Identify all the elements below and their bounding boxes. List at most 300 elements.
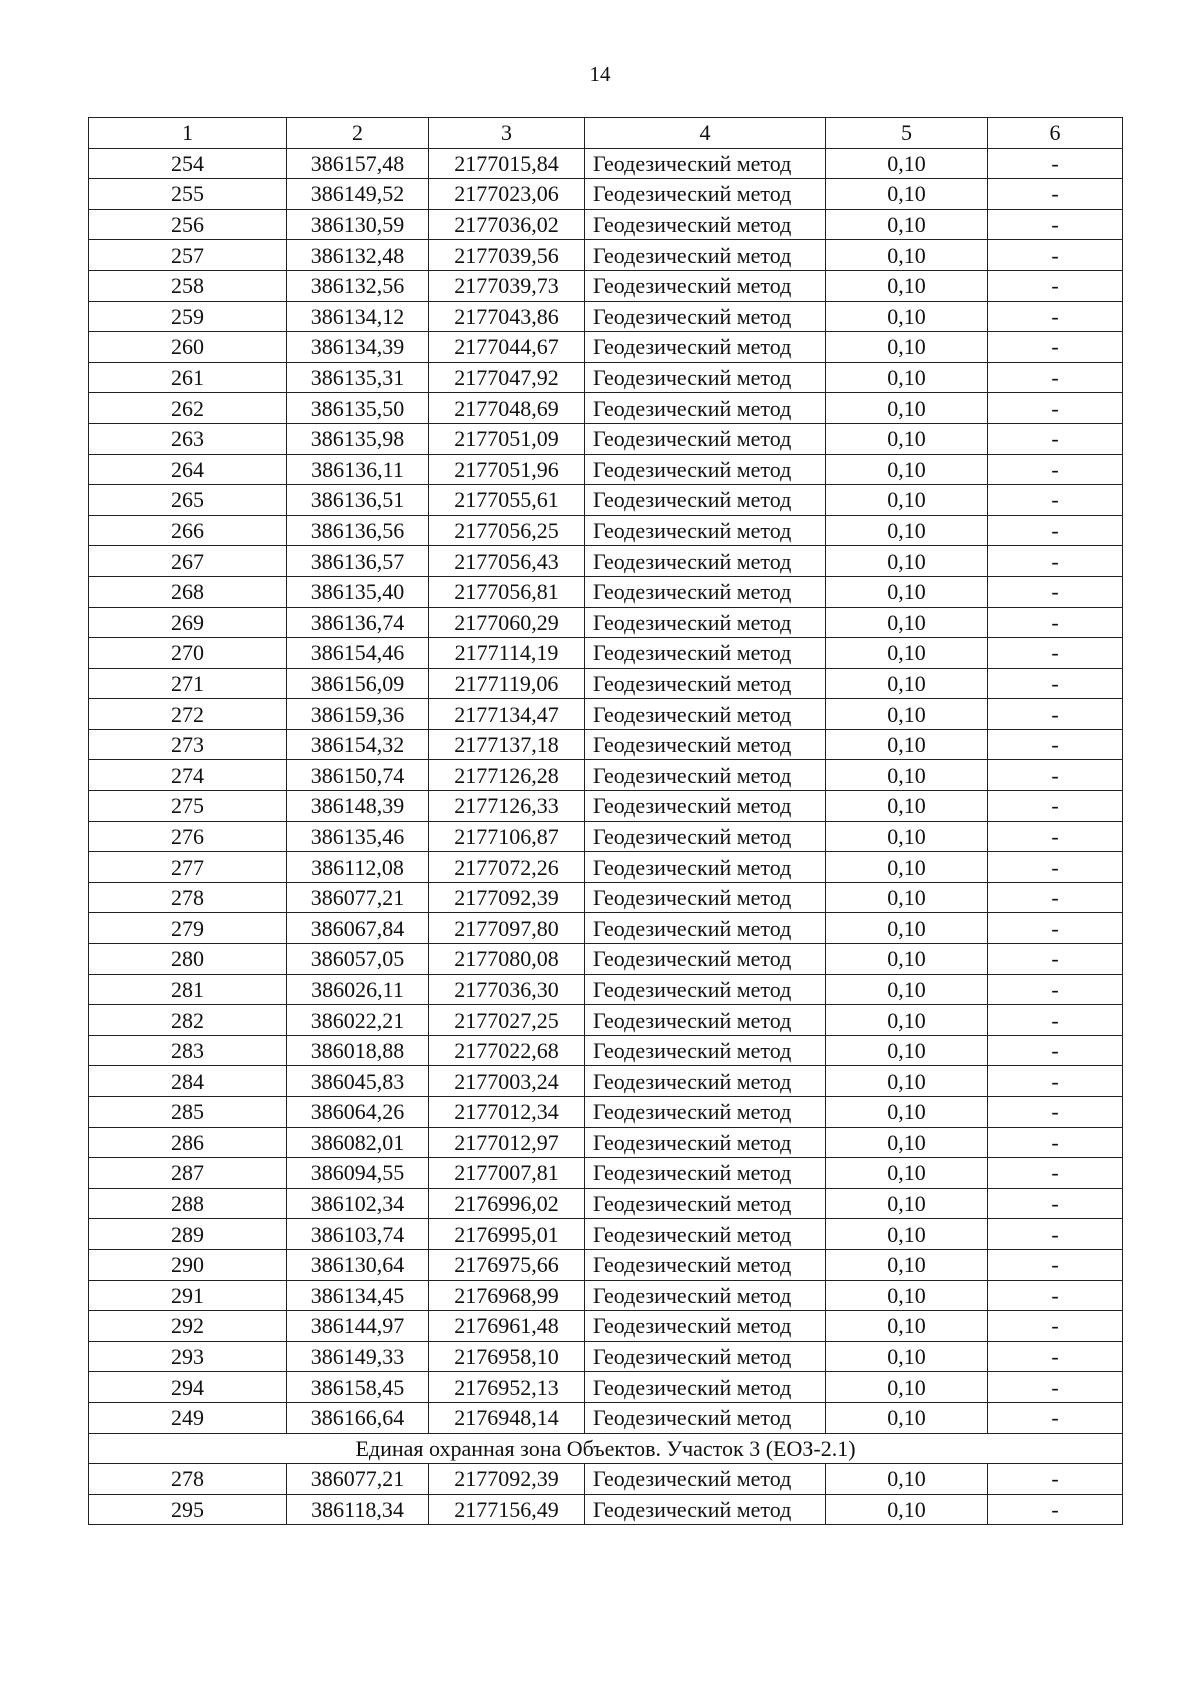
method: Геодезический метод [585,1464,826,1495]
column-header: 4 [585,118,826,149]
x-coordinate: 386130,64 [287,1249,429,1280]
y-coordinate: 2177003,24 [429,1066,585,1097]
method: Геодезический метод [585,1372,826,1403]
x-coordinate: 386158,45 [287,1372,429,1403]
point-number: 271 [89,668,287,699]
point-number: 280 [89,944,287,975]
method: Геодезический метод [585,393,826,424]
note: - [988,1158,1123,1189]
accuracy: 0,10 [826,209,988,240]
x-coordinate: 386149,52 [287,179,429,210]
point-number: 283 [89,1035,287,1066]
method: Геодезический метод [585,301,826,332]
x-coordinate: 386154,32 [287,729,429,760]
table-row [89,546,1123,577]
y-coordinate: 2177092,39 [429,882,585,913]
accuracy: 0,10 [826,699,988,730]
page-number: 14 [589,62,611,86]
point-number: 265 [89,485,287,516]
note: - [988,791,1123,822]
coordinates-table [88,117,1123,1525]
y-coordinate: 2176996,02 [429,1188,585,1219]
method: Геодезический метод [585,1341,826,1372]
method: Геодезический метод [585,913,826,944]
point-number: 257 [89,240,287,271]
y-coordinate: 2177126,28 [429,760,585,791]
table-row [89,1249,1123,1280]
table-row [89,1280,1123,1311]
x-coordinate: 386103,74 [287,1219,429,1250]
method: Геодезический метод [585,638,826,669]
accuracy: 0,10 [826,1097,988,1128]
section-title-row [89,1433,1123,1464]
method: Геодезический метод [585,607,826,638]
accuracy: 0,10 [826,454,988,485]
table-row [89,1311,1123,1342]
y-coordinate: 2177056,25 [429,515,585,546]
note: - [988,1311,1123,1342]
method: Геодезический метод [585,454,826,485]
x-coordinate: 386134,39 [287,332,429,363]
x-coordinate: 386112,08 [287,852,429,883]
y-coordinate: 2177060,29 [429,607,585,638]
x-coordinate: 386136,51 [287,485,429,516]
note: - [988,1097,1123,1128]
y-coordinate: 2177012,34 [429,1097,585,1128]
y-coordinate: 2177051,96 [429,454,585,485]
table-row [89,148,1123,179]
point-number: 260 [89,332,287,363]
accuracy: 0,10 [826,546,988,577]
note: - [988,1280,1123,1311]
accuracy: 0,10 [826,1372,988,1403]
y-coordinate: 2177051,09 [429,423,585,454]
table-row [89,1035,1123,1066]
y-coordinate: 2177007,81 [429,1158,585,1189]
accuracy: 0,10 [826,1066,988,1097]
y-coordinate: 2176958,10 [429,1341,585,1372]
method: Геодезический метод [585,1066,826,1097]
point-number: 258 [89,270,287,301]
point-number: 278 [89,882,287,913]
method: Геодезический метод [585,1219,826,1250]
accuracy: 0,10 [826,393,988,424]
x-coordinate: 386134,12 [287,301,429,332]
accuracy: 0,10 [826,485,988,516]
note: - [988,270,1123,301]
note: - [988,852,1123,883]
x-coordinate: 386064,26 [287,1097,429,1128]
y-coordinate: 2177023,06 [429,179,585,210]
y-coordinate: 2177039,56 [429,240,585,271]
note: - [988,638,1123,669]
accuracy: 0,10 [826,668,988,699]
method: Геодезический метод [585,423,826,454]
point-number: 259 [89,301,287,332]
note: - [988,485,1123,516]
table-row [89,576,1123,607]
point-number: 284 [89,1066,287,1097]
point-number: 286 [89,1127,287,1158]
note: - [988,1341,1123,1372]
note: - [988,515,1123,546]
point-number: 289 [89,1219,287,1250]
accuracy: 0,10 [826,332,988,363]
note: - [988,209,1123,240]
x-coordinate: 386045,83 [287,1066,429,1097]
y-coordinate: 2177056,43 [429,546,585,577]
table-row [89,821,1123,852]
section-title: Единая охранная зона Объектов. Участок 3 (ЕОЗ-2.1) [89,1433,1123,1464]
table-row [89,760,1123,791]
x-coordinate: 386130,59 [287,209,429,240]
table-row [89,1372,1123,1403]
x-coordinate: 386135,40 [287,576,429,607]
section-body [89,1433,1123,1525]
note: - [988,944,1123,975]
point-number: 279 [89,913,287,944]
point-number: 293 [89,1341,287,1372]
table-row [89,1188,1123,1219]
x-coordinate: 386067,84 [287,913,429,944]
table-row [89,699,1123,730]
point-number: 275 [89,791,287,822]
y-coordinate: 2177036,30 [429,974,585,1005]
y-coordinate: 2177044,67 [429,332,585,363]
y-coordinate: 2177137,18 [429,729,585,760]
method: Геодезический метод [585,699,826,730]
table-row [89,729,1123,760]
x-coordinate: 386135,31 [287,362,429,393]
method: Геодезический метод [585,1249,826,1280]
accuracy: 0,10 [826,1005,988,1036]
table-row [89,668,1123,699]
table-row [89,638,1123,669]
x-coordinate: 386136,11 [287,454,429,485]
table-row [89,852,1123,883]
note: - [988,699,1123,730]
point-number: 281 [89,974,287,1005]
accuracy: 0,10 [826,179,988,210]
y-coordinate: 2177036,02 [429,209,585,240]
accuracy: 0,10 [826,760,988,791]
y-coordinate: 2176961,48 [429,1311,585,1342]
method: Геодезический метод [585,485,826,516]
point-number: 290 [89,1249,287,1280]
table-row [89,393,1123,424]
point-number: 282 [89,1005,287,1036]
accuracy: 0,10 [826,913,988,944]
method: Геодезический метод [585,852,826,883]
y-coordinate: 2177119,06 [429,668,585,699]
note: - [988,1127,1123,1158]
note: - [988,576,1123,607]
method: Геодезический метод [585,668,826,699]
note: - [988,1464,1123,1495]
point-number: 256 [89,209,287,240]
note: - [988,454,1123,485]
table-row [89,791,1123,822]
table-row [89,515,1123,546]
table-row [89,974,1123,1005]
accuracy: 0,10 [826,607,988,638]
method: Геодезический метод [585,1097,826,1128]
method: Геодезический метод [585,515,826,546]
x-coordinate: 386150,74 [287,760,429,791]
method: Геодезический метод [585,362,826,393]
x-coordinate: 386159,36 [287,699,429,730]
y-coordinate: 2176975,66 [429,1249,585,1280]
x-coordinate: 386148,39 [287,791,429,822]
method: Геодезический метод [585,791,826,822]
point-number: 266 [89,515,287,546]
x-coordinate: 386136,74 [287,607,429,638]
method: Геодезический метод [585,179,826,210]
accuracy: 0,10 [826,240,988,271]
table-row [89,362,1123,393]
note: - [988,1005,1123,1036]
note: - [988,1035,1123,1066]
note: - [988,240,1123,271]
method: Геодезический метод [585,546,826,577]
note: - [988,1494,1123,1525]
x-coordinate: 386156,09 [287,668,429,699]
method: Геодезический метод [585,1402,826,1433]
point-number: 262 [89,393,287,424]
table-row [89,485,1123,516]
accuracy: 0,10 [826,1494,988,1525]
accuracy: 0,10 [826,1188,988,1219]
column-header: 6 [988,118,1123,149]
note: - [988,668,1123,699]
accuracy: 0,10 [826,148,988,179]
x-coordinate: 386136,57 [287,546,429,577]
table-row [89,607,1123,638]
point-number: 272 [89,699,287,730]
x-coordinate: 386135,46 [287,821,429,852]
method: Геодезический метод [585,1005,826,1036]
y-coordinate: 2177015,84 [429,148,585,179]
point-number: 273 [89,729,287,760]
accuracy: 0,10 [826,362,988,393]
accuracy: 0,10 [826,576,988,607]
accuracy: 0,10 [826,1158,988,1189]
method: Геодезический метод [585,1035,826,1066]
note: - [988,760,1123,791]
table-row [89,1066,1123,1097]
column-header: 1 [89,118,287,149]
table-row [89,1494,1123,1525]
note: - [988,821,1123,852]
x-coordinate: 386018,88 [287,1035,429,1066]
table-row [89,1097,1123,1128]
table-row [89,209,1123,240]
method: Геодезический метод [585,240,826,271]
note: - [988,1219,1123,1250]
point-number: 288 [89,1188,287,1219]
accuracy: 0,10 [826,1127,988,1158]
x-coordinate: 386077,21 [287,882,429,913]
accuracy: 0,10 [826,1402,988,1433]
point-number: 264 [89,454,287,485]
method: Геодезический метод [585,1127,826,1158]
method: Геодезический метод [585,974,826,1005]
y-coordinate: 2176952,13 [429,1372,585,1403]
point-number: 295 [89,1494,287,1525]
note: - [988,1188,1123,1219]
note: - [988,393,1123,424]
x-coordinate: 386026,11 [287,974,429,1005]
note: - [988,729,1123,760]
x-coordinate: 386118,34 [287,1494,429,1525]
point-number: 261 [89,362,287,393]
table-header-row [89,118,1123,149]
x-coordinate: 386154,46 [287,638,429,669]
note: - [988,607,1123,638]
y-coordinate: 2177043,86 [429,301,585,332]
accuracy: 0,10 [826,1311,988,1342]
note: - [988,1066,1123,1097]
x-coordinate: 386094,55 [287,1158,429,1189]
accuracy: 0,10 [826,301,988,332]
point-number: 254 [89,148,287,179]
table-row [89,240,1123,271]
note: - [988,882,1123,913]
accuracy: 0,10 [826,882,988,913]
y-coordinate: 2177047,92 [429,362,585,393]
column-header: 3 [429,118,585,149]
y-coordinate: 2177080,08 [429,944,585,975]
column-header: 2 [287,118,429,149]
point-number: 270 [89,638,287,669]
method: Геодезический метод [585,760,826,791]
note: - [988,148,1123,179]
point-number: 269 [89,607,287,638]
method: Геодезический метод [585,270,826,301]
method: Геодезический метод [585,944,826,975]
point-number: 278 [89,1464,287,1495]
note: - [988,179,1123,210]
y-coordinate: 2176948,14 [429,1402,585,1433]
table-row [89,1341,1123,1372]
point-number: 276 [89,821,287,852]
table-row [89,913,1123,944]
note: - [988,546,1123,577]
y-coordinate: 2177048,69 [429,393,585,424]
note: - [988,1249,1123,1280]
accuracy: 0,10 [826,1280,988,1311]
method: Геодезический метод [585,1188,826,1219]
accuracy: 0,10 [826,638,988,669]
accuracy: 0,10 [826,1464,988,1495]
point-number: 268 [89,576,287,607]
y-coordinate: 2177055,61 [429,485,585,516]
accuracy: 0,10 [826,852,988,883]
table-row [89,1127,1123,1158]
table-row [89,1005,1123,1036]
method: Геодезический метод [585,1158,826,1189]
y-coordinate: 2176968,99 [429,1280,585,1311]
method: Геодезический метод [585,1311,826,1342]
note: - [988,974,1123,1005]
x-coordinate: 386102,34 [287,1188,429,1219]
x-coordinate: 386136,56 [287,515,429,546]
point-number: 294 [89,1372,287,1403]
y-coordinate: 2177126,33 [429,791,585,822]
note: - [988,423,1123,454]
y-coordinate: 2177012,97 [429,1127,585,1158]
accuracy: 0,10 [826,821,988,852]
note: - [988,332,1123,363]
accuracy: 0,10 [826,944,988,975]
accuracy: 0,10 [826,1035,988,1066]
table-row [89,454,1123,485]
table-body [89,148,1123,1433]
table-row [89,882,1123,913]
method: Геодезический метод [585,148,826,179]
accuracy: 0,10 [826,1219,988,1250]
point-number: 255 [89,179,287,210]
y-coordinate: 2177097,80 [429,913,585,944]
x-coordinate: 386022,21 [287,1005,429,1036]
accuracy: 0,10 [826,729,988,760]
table-row [89,944,1123,975]
method: Геодезический метод [585,576,826,607]
x-coordinate: 386077,21 [287,1464,429,1495]
point-number: 292 [89,1311,287,1342]
accuracy: 0,10 [826,974,988,1005]
y-coordinate: 2177056,81 [429,576,585,607]
method: Геодезический метод [585,209,826,240]
note: - [988,362,1123,393]
method: Геодезический метод [585,882,826,913]
point-number: 267 [89,546,287,577]
y-coordinate: 2177072,26 [429,852,585,883]
accuracy: 0,10 [826,1341,988,1372]
point-number: 285 [89,1097,287,1128]
y-coordinate: 2177114,19 [429,638,585,669]
method: Геодезический метод [585,332,826,363]
x-coordinate: 386157,48 [287,148,429,179]
point-number: 287 [89,1158,287,1189]
column-header: 5 [826,118,988,149]
y-coordinate: 2177106,87 [429,821,585,852]
x-coordinate: 386057,05 [287,944,429,975]
table-row [89,1402,1123,1433]
accuracy: 0,10 [826,1249,988,1280]
point-number: 274 [89,760,287,791]
x-coordinate: 386082,01 [287,1127,429,1158]
accuracy: 0,10 [826,270,988,301]
table-row [89,1219,1123,1250]
table-row [89,1464,1123,1495]
point-number: 277 [89,852,287,883]
note: - [988,913,1123,944]
table-row [89,423,1123,454]
x-coordinate: 386149,33 [287,1341,429,1372]
y-coordinate: 2177134,47 [429,699,585,730]
table-row [89,301,1123,332]
method: Геодезический метод [585,821,826,852]
note: - [988,301,1123,332]
x-coordinate: 386144,97 [287,1311,429,1342]
table-row [89,179,1123,210]
y-coordinate: 2177156,49 [429,1494,585,1525]
note: - [988,1372,1123,1403]
table-row [89,270,1123,301]
note: - [988,1402,1123,1433]
accuracy: 0,10 [826,515,988,546]
